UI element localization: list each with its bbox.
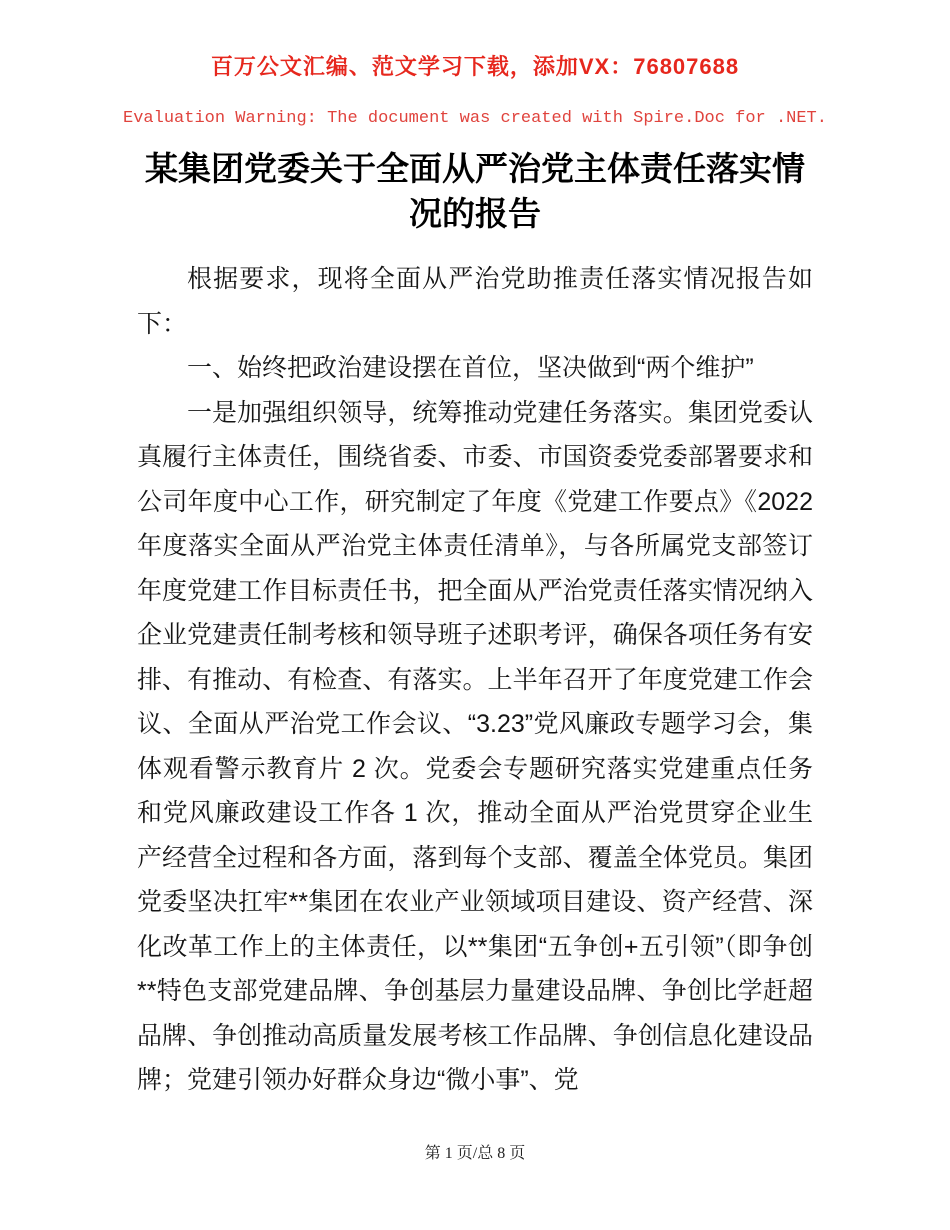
paragraph-section-body: 一是加强组织领导，统筹推动党建任务落实。集团党委认真履行主体责任，围绕省委、市委、市国资委党委部署要求和公司年度中心工作，研究制定了年度《党建工作要点》《2022 年度落实全面从严治党主体责任清单》，与各所属党支部签订年度党建工作目标责任书，把全面从严治党责任落实情况纳入企业党建责任制考核和领导班子述职考评，确保各项任务有安排、有推动、有检查、有落实。上半年召开了年度党建工作会议、全面从严治党工作会议、“3.23”党风廉政专题学习会，集体观看警示教育片 2 次。党委会专题研究落实党建重点任务和党风廉政建设工作各 1 次，推动全面从严治党贯穿企业生产经营全过程和各方面，落到每个支部、覆盖全体党员。集团党委坚决扛牢**集团在农业产业领域项目建设、资产经营、深化改革工作上的主体责任，以**集团“五争创+五引领”（即争创**特色支部党建品牌、争创基层力量建设品牌、争创比学赶超品牌、争创推动高质量发展考核工作品牌、争创信息化建设品牌；党建引领办好群众身边“微小事”、党 (137, 398, 813, 1094)
document-body (137, 257, 813, 1103)
promo-banner-text: 百万公文汇编、范文学习下载，添加VX：76807688 (210, 54, 740, 79)
document-title: 某集团党委关于全面从严治党主体责任落实情况的报告 (145, 150, 805, 232)
paragraph-intro: 根据要求，现将全面从严治党助推责任落实情况报告如下： (137, 265, 813, 338)
page-footer (0, 1140, 950, 1163)
page-number: 第 1 页/总 8 页 (424, 1145, 526, 1162)
evaluation-warning-text: Evaluation Warning: The document was created with Spire.Doc for .NET. (123, 109, 827, 128)
paragraph-section-heading: 一、始终把政治建设摆在首位，坚决做到“两个维护” (187, 354, 754, 382)
